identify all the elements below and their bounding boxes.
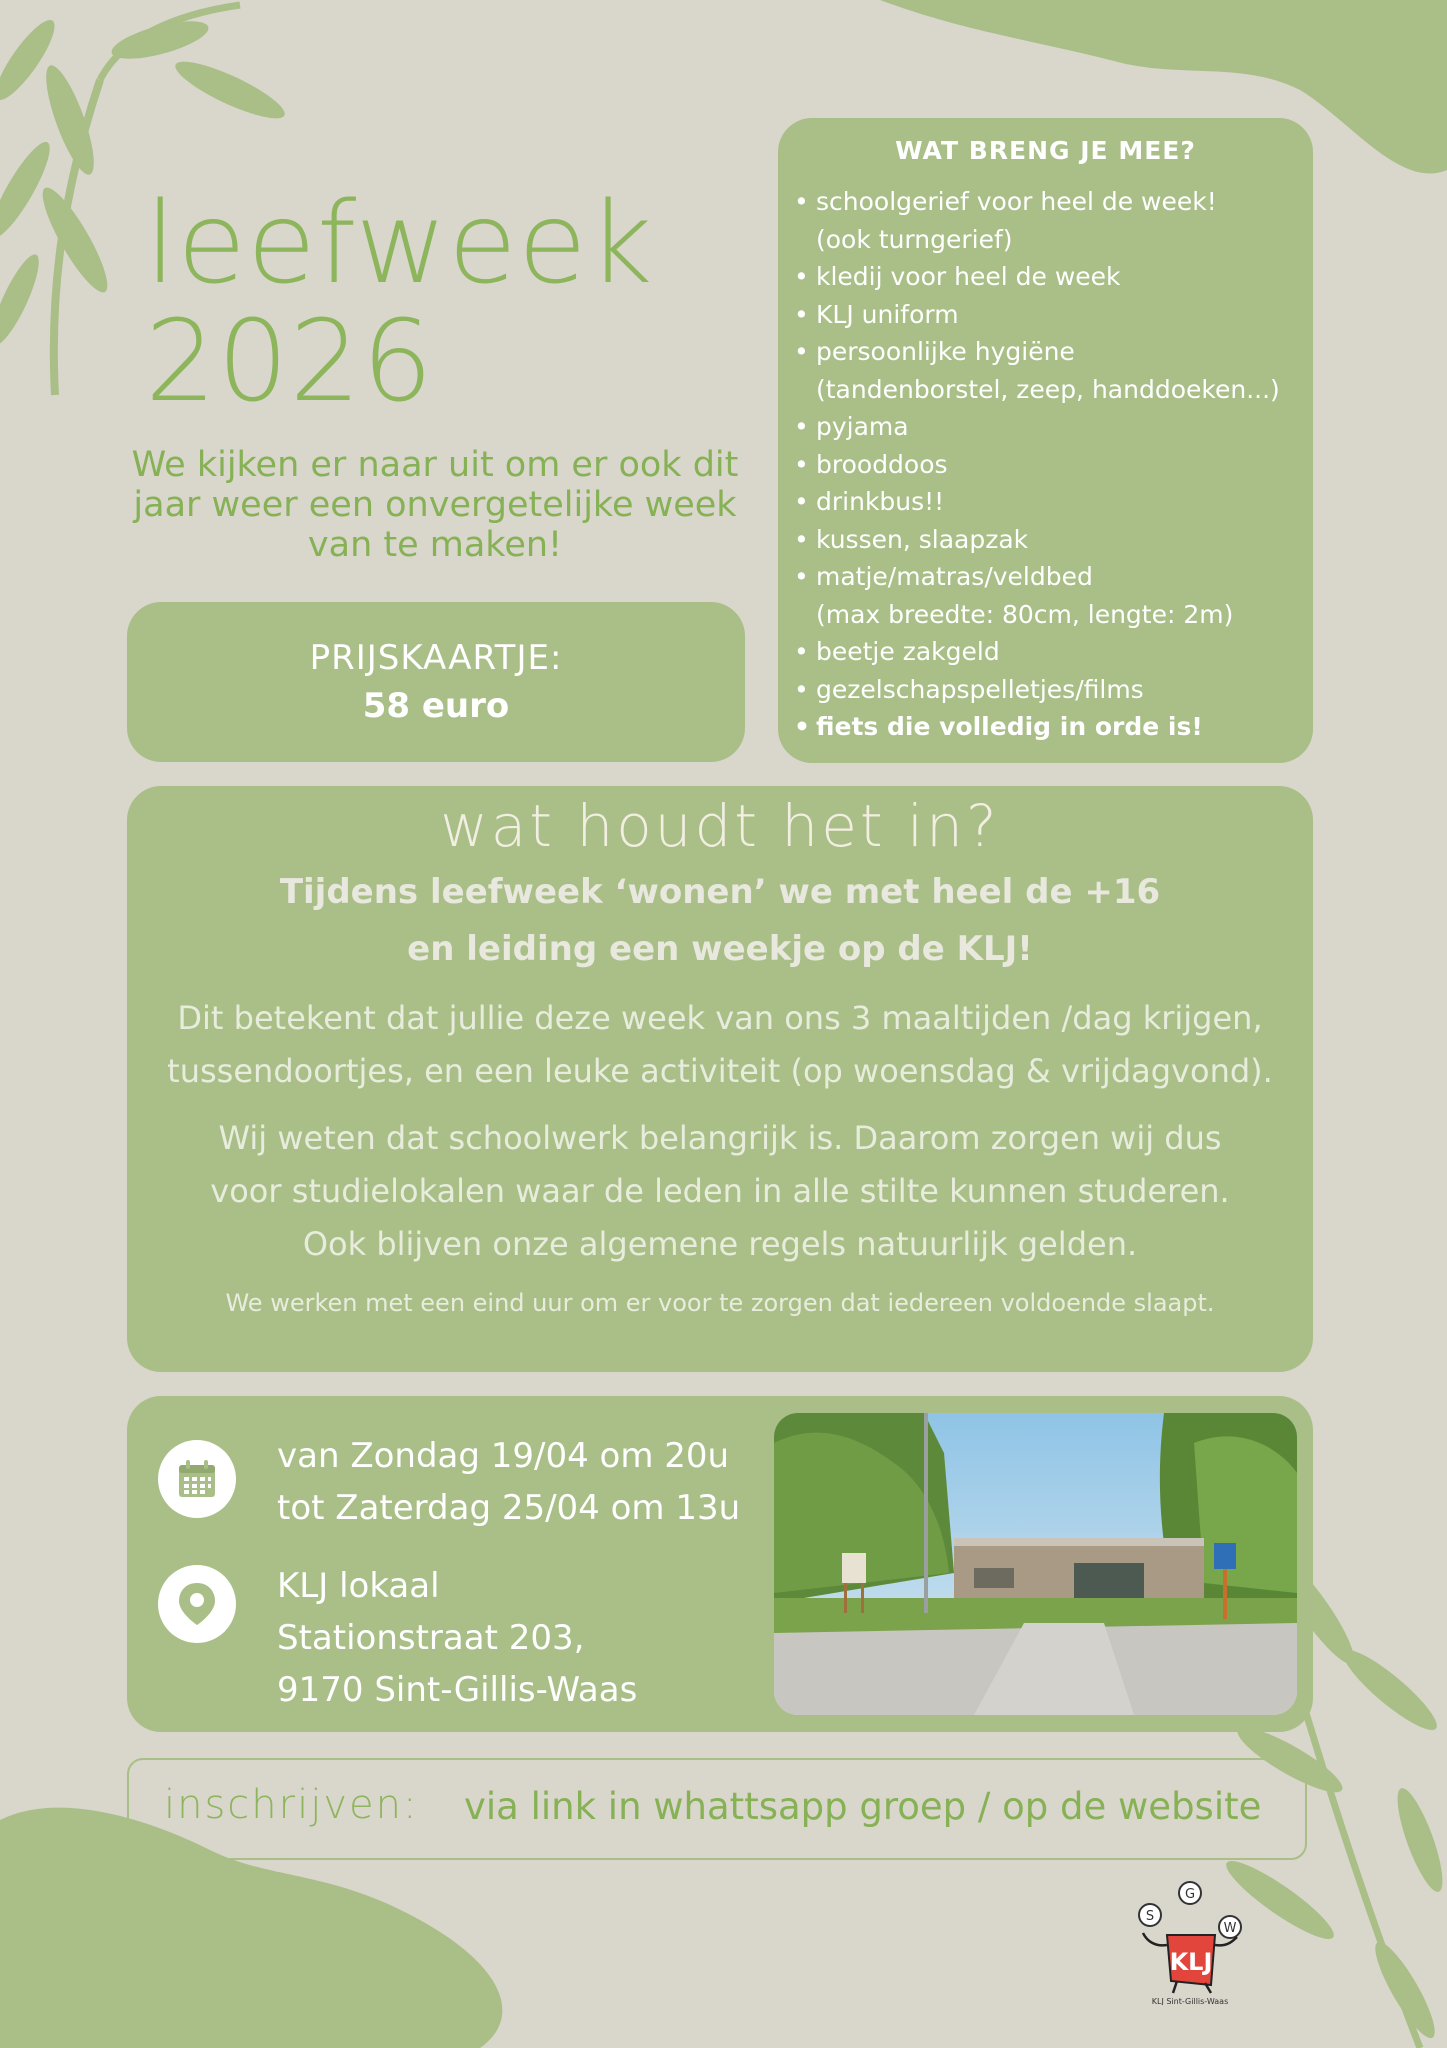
event-end: tot Zaterdag 25/04 om 13u [277, 1488, 741, 1528]
registration-banner [127, 1758, 1307, 1860]
location-name: KLJ lokaal [277, 1566, 440, 1606]
list-item [794, 296, 1313, 334]
list-item [794, 708, 1313, 746]
info-paragraph-meals [127, 992, 1313, 1098]
list-item-text: drinkbus!! [816, 487, 945, 516]
list-item [794, 183, 1313, 258]
list-item [794, 671, 1313, 709]
intro-text: We kijken er naar uit om er ook dit jaar weer een onvergetelijke week van te maken! [131, 445, 739, 565]
packing-list-card [778, 118, 1313, 763]
info-card [127, 786, 1313, 1372]
info-paragraph-line: tussendoortjes, en een leuke activiteit (op woensdag & vrijdagvond). [167, 1052, 1273, 1090]
page-title [145, 179, 654, 427]
calendar-icon [158, 1440, 236, 1518]
logo-letter-g: G [1184, 1887, 1196, 1902]
list-item [794, 258, 1313, 296]
list-item-note: (tandenborstel, zeep, handdoeken...) [816, 374, 1280, 404]
list-item-text: gezelschapspelletjes/films [816, 674, 1144, 704]
price-label: PRIJSKAARTJE: [309, 638, 563, 678]
logo-badge-text: KLJ [1169, 1948, 1213, 1976]
list-item [794, 521, 1313, 559]
list-item-text: KLJ uniform [816, 299, 959, 329]
list-item-text: pyjama [816, 412, 909, 441]
registration-text: via link in whattsapp groep / op de website [464, 1785, 1262, 1828]
list-item-text: kledij voor heel de week [816, 262, 1121, 291]
info-heading: wat houdt het in? [440, 792, 1000, 860]
list-item-text: beetje zakgeld [816, 637, 1000, 666]
list-item [794, 633, 1313, 671]
info-subheading-line: Tijdens leefweek ‘wonen’ we met heel de +16 [279, 872, 1161, 912]
klj-logo [1125, 1875, 1255, 2005]
info-subheading [127, 864, 1313, 978]
list-item-note: (ook turngerief) [816, 224, 1013, 254]
info-paragraph-line: Ook blijven onze algemene regels natuurlijk gelden. [302, 1225, 1138, 1263]
logo-letter-w: W [1223, 1921, 1237, 1936]
price-card [127, 602, 745, 762]
location-pin-icon [158, 1565, 236, 1643]
info-paragraph-line: Dit betekent dat jullie deze week van ons 3 maaltijden /dag krijgen, [177, 999, 1263, 1037]
list-item [794, 333, 1313, 408]
location-city: 9170 Sint-Gillis-Waas [277, 1670, 638, 1710]
list-item [794, 446, 1313, 484]
info-paragraph-study [127, 1112, 1313, 1271]
location-street: Stationstraat 203, [277, 1618, 585, 1658]
logo-letter-s: S [1145, 1909, 1155, 1924]
list-item-text: schoolgerief voor heel de week! [816, 187, 1217, 216]
list-item [794, 408, 1313, 446]
list-item [794, 558, 1313, 633]
list-item-text: matje/matras/veldbed [816, 562, 1093, 591]
list-item-text: kussen, slaapzak [816, 524, 1029, 554]
list-item-note: (max breedte: 80cm, lengte: 2m) [816, 599, 1234, 629]
list-item-text: brooddoos [816, 449, 948, 479]
event-dates [277, 1430, 740, 1534]
title-line-2: 2026 [145, 297, 435, 427]
list-item [794, 483, 1313, 521]
venue-photo [774, 1413, 1297, 1715]
title-line-1: leefweek [145, 179, 654, 309]
info-paragraph-line: voor studielokalen waar de leden in alle stilte kunnen studeren. [210, 1172, 1230, 1210]
packing-list-heading: WAT BRENG JE MEE? [895, 136, 1196, 165]
price-value: 58 euro [362, 686, 510, 726]
info-subheading-line: en leiding een weekje op de KLJ! [407, 929, 1033, 969]
event-start: van Zondag 19/04 om 20u [277, 1436, 730, 1476]
event-location [277, 1560, 637, 1716]
list-item-text: persoonlijke hygiëne [816, 337, 1075, 366]
info-footnote: We werken met een eind uur om er voor te zorgen dat iedereen voldoende slaapt. [225, 1289, 1215, 1317]
info-paragraph-line: Wij weten dat schoolwerk belangrijk is. Daarom zorgen wij dus [218, 1119, 1222, 1157]
list-item-text: fiets die volledig in orde is! [816, 712, 1203, 741]
registration-label: inschrijven: [164, 1782, 419, 1828]
packing-list [778, 183, 1313, 746]
logo-caption: KLJ Sint-Gillis-Waas [1151, 1997, 1229, 2005]
